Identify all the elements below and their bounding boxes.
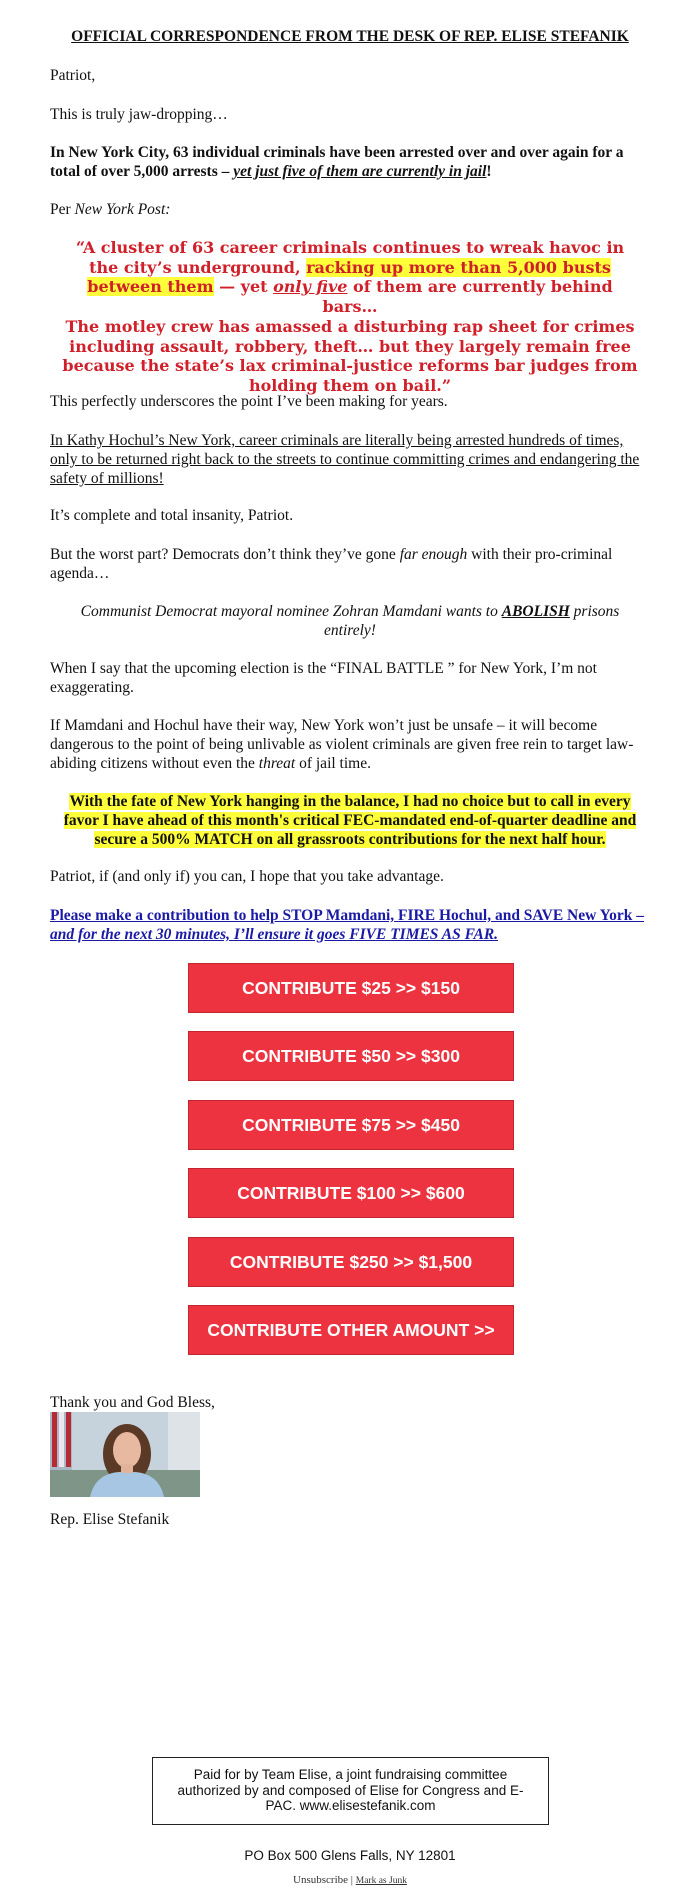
paragraph-advantage: Patriot, if (and only if) you can, I hope that you take advantage. xyxy=(50,868,444,885)
paragraph-hochul: In Kathy Hochul’s New York, career criminals are literally being arrested hundreds of times, only to be returned right back to the streets to continue committing crimes and endangering the safety of millions! xyxy=(50,432,640,487)
news-quote-1: “A cluster of 63 career criminals continues to wreak havoc in the city’s underground, racking up more than 5,000 busts between them — yet only five of them are currently behind bars… xyxy=(75,238,625,316)
signoff: Thank you and God Bless, xyxy=(50,1394,215,1411)
contribute-50-button[interactable]: CONTRIBUTE $50 >> $300 xyxy=(188,1031,514,1081)
greeting: Patriot, xyxy=(50,67,96,84)
mark-as-junk-link[interactable]: Mark as Junk xyxy=(355,1876,407,1886)
news-quote-2: The motley crew has amassed a disturbing rap sheet for crimes including assault, robbery, theft… but they largely remain free because the state’s lax criminal-justice reforms bar judges from holding them on bail.” xyxy=(62,317,638,395)
footer-links xyxy=(50,1874,650,1886)
paid-for-disclaimer: Paid for by Team Elise, a joint fundraising committee authorized by and composed of Elise for Congress and E-PAC. www.elisestefanik.com xyxy=(152,1757,549,1825)
email-title: OFFICIAL CORRESPONDENCE FROM THE DESK OF REP. ELISE STEFANIK xyxy=(71,28,629,45)
stefanik-photo xyxy=(50,1412,200,1497)
intro-text: This is truly jaw-dropping… xyxy=(50,106,228,123)
contribute-100-button[interactable]: CONTRIBUTE $100 >> $600 xyxy=(188,1168,514,1218)
contribution-link[interactable]: Please make a contribution to help STOP Mamdani, FIRE Hochul, and SAVE New York – and for the next 30 minutes, I’ll ensure it goes FIVE TIMES AS FAR. xyxy=(50,907,644,943)
unsubscribe-link[interactable]: Unsubscribe xyxy=(293,1874,349,1886)
paragraph-final-battle: When I say that the upcoming election is the “FINAL BATTLE ” for New York, I’m not exaggerating. xyxy=(50,660,597,696)
paragraph-match: With the fate of New York hanging in the balance, I had no choice but to call in every favor I have ahead of this month's critical FEC-mandated end-of-quarter deadline and secure a 500% MATCH on all grassroots contributions for the next half hour. xyxy=(63,793,637,848)
footer-separator: | xyxy=(348,1874,356,1886)
paragraph-worst-part: But the worst part? Democrats don’t think they’ve gone far enough with their pro-criminal agenda… xyxy=(50,546,613,582)
portrait-image xyxy=(50,1412,200,1497)
contribute-75-button[interactable]: CONTRIBUTE $75 >> $450 xyxy=(188,1100,514,1150)
mailing-address: PO Box 500 Glens Falls, NY 12801 xyxy=(244,1848,456,1863)
paragraph-mamdani: Communist Democrat mayoral nominee Zohran Mamdani wants to ABOLISH prisons entirely! xyxy=(80,603,620,639)
contribute-250-button[interactable]: CONTRIBUTE $250 >> $1,500 xyxy=(188,1237,514,1287)
source-line: Per New York Post: xyxy=(50,201,171,218)
contribute-other-amount-button[interactable]: CONTRIBUTE OTHER AMOUNT >> xyxy=(188,1305,514,1355)
signature-name: Rep. Elise Stefanik xyxy=(50,1511,170,1528)
paragraph-insanity: It’s complete and total insanity, Patriot. xyxy=(50,507,294,524)
contribute-25-button[interactable]: CONTRIBUTE $25 >> $150 xyxy=(188,963,514,1013)
paragraph-underscore: This perfectly underscores the point I’ve been making for years. xyxy=(50,393,448,410)
paragraph-unsafe: If Mamdani and Hochul have their way, New York won’t just be unsafe – it will become dangerous to the point of being unlivable as violent criminals are given free rein to target law-abiding citizens without even the threat of jail time. xyxy=(50,717,634,772)
lead-paragraph: In New York City, 63 individual criminals have been arrested over and over again for a total of over 5,000 arrests – yet just five of them are currently in jail! xyxy=(50,144,624,180)
